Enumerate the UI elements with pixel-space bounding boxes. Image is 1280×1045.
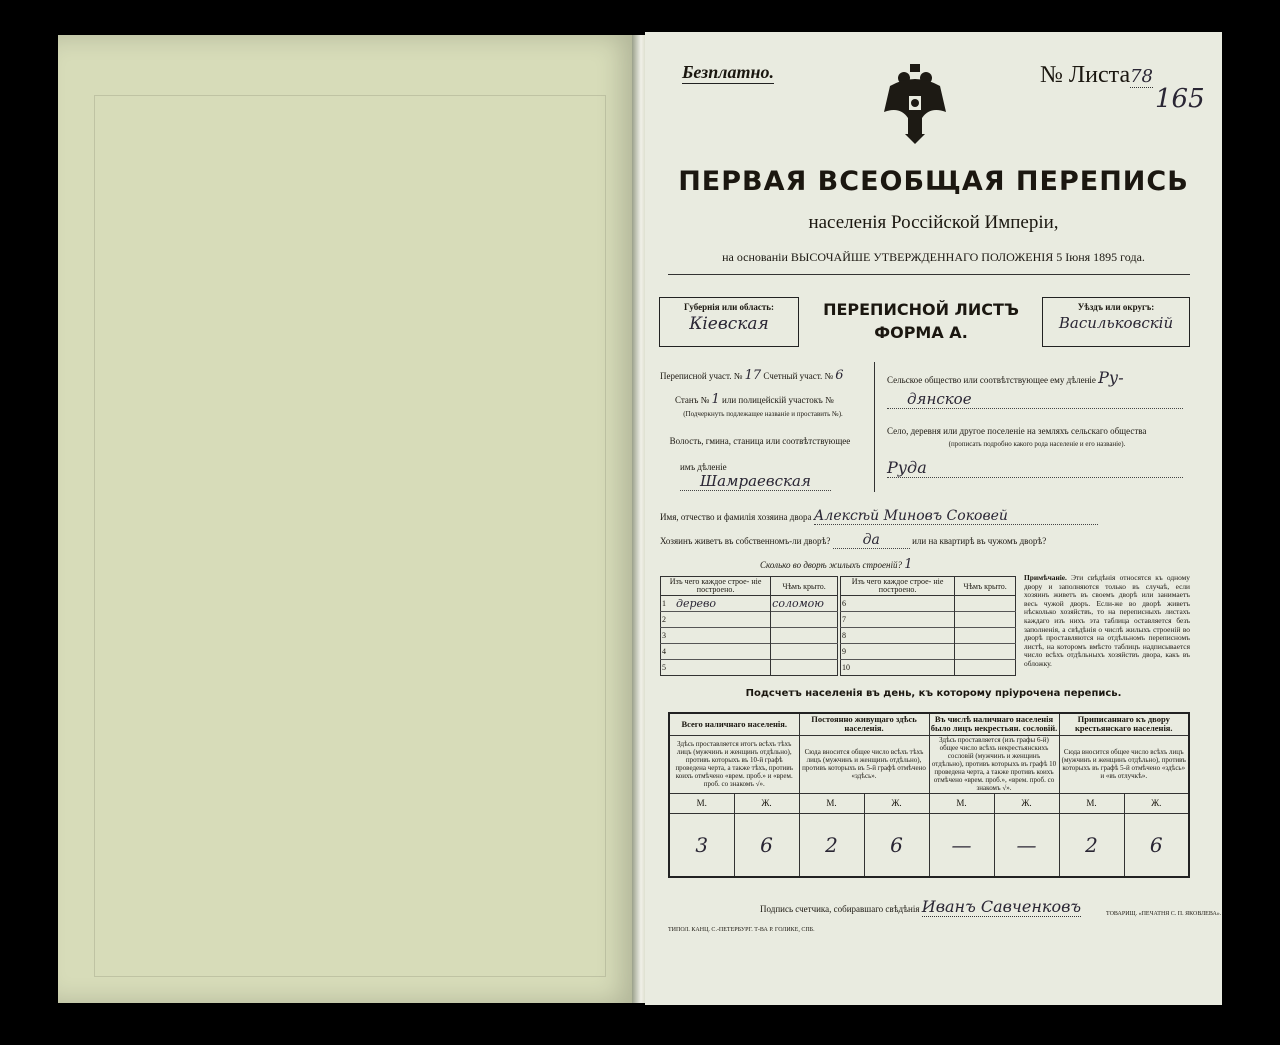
selo-label: Село, деревня или другое поселеніе на земляхъ сельскаго общества <box>887 426 1147 436</box>
footer-left: ТИПОЛ. КАНЦ. С.-ПЕТЕРБУРГ. Т-ВА Р. ГОЛИКЕ, СПБ. <box>668 927 815 933</box>
stan-value: 1 <box>711 392 720 407</box>
population-head-total: Всего наличнаго населенія. <box>669 713 799 735</box>
buildings-label: Сколько во дворѣ жилыхъ строеній? <box>760 560 902 570</box>
obshchestvo-value2: дянское <box>887 390 1183 409</box>
owner-row <box>660 508 1190 524</box>
note-heading: Примѣчаніе. <box>1024 573 1067 582</box>
nonpeasant-female-value: — <box>994 813 1059 877</box>
male-label: М. <box>799 793 864 813</box>
table-row: 2 <box>661 612 838 628</box>
schet-value: 6 <box>835 368 844 383</box>
population-desc-nonpeasant: Здѣсь проставляется (изъ графы 6-й) общее число всѣхъ некрестьянскихъ сословій (мужчинъ и женщинъ отдѣльно), противъ которыхъ въ графѣ 10 проведена черта, а также противъ коихъ отмѣчено «врем. проб.», «врем. проб. со знакомъ √». <box>929 735 1059 793</box>
signature-label: Подпись счетчика, собиравшаго свѣдѣнія <box>760 904 920 914</box>
obshchestvo-value1: Ру- <box>1098 368 1124 387</box>
buildings-row <box>760 557 1060 572</box>
sheet-number: 78 <box>1130 66 1154 87</box>
divider <box>668 274 1190 275</box>
gubernia-label: Губернія или область: <box>683 302 775 312</box>
volost-value: Шамраевская <box>680 472 831 491</box>
uchast-label: Переписной участ. № <box>660 371 743 381</box>
rent-label: или на квартирѣ въ чужомъ дворѣ? <box>912 536 1047 546</box>
nonpeasant-male-value: — <box>929 813 994 877</box>
obshchestvo-row <box>887 368 1187 387</box>
permanent-female-value: 6 <box>864 813 929 877</box>
table-row: 10 <box>841 660 1016 676</box>
gubernia-box <box>659 297 799 347</box>
population-head-nonpeasant: Въ числѣ наличнаго населенія было лицъ некрестьян. сословій. <box>930 714 1058 734</box>
signature-value: Иванъ Савченковъ <box>921 897 1082 916</box>
stan-row <box>675 392 875 407</box>
volost-label2: имъ дѣленіе <box>680 462 727 472</box>
note-text: Эти свѣдѣнія относятся къ одному двору и заполняются только въ случаѣ, если хозяинъ живетъ въ своемъ дворѣ или занимаетъ весь чужой дворъ. Если-же во дворѣ живетъ нѣсколько хозяйствъ, то на переписныхъ листахъ каждаго изъ нихъ эта таблица оставляется безъ заполненія, а свѣдѣнія о числѣ жилыхъ строеній во дворѣ проставляются на отдѣльномъ переписномъ листѣ, на которомъ вмѣсто таблицъ надписывается число всѣхъ отдѣльныхъ хозяйствъ двора, какъ въ обложку. <box>1024 573 1190 668</box>
buildings-value: 1 <box>904 557 913 572</box>
police-note: (Подчеркнуть подлежащее названіе и проставить №). <box>683 410 843 418</box>
table-row: 8 <box>841 628 1016 644</box>
permanent-male-value: 2 <box>799 813 864 877</box>
basis-line: на основаніи ВЫСОЧАЙШЕ УТВЕРЖДЕННАГО ПОЛОЖЕНІЯ 5 Іюня 1895 года. <box>722 250 1145 264</box>
own-yard-label: Хозяинъ живетъ въ собственномъ-ли дворѣ? <box>660 536 831 546</box>
form-title-line2: ФОРМА А. <box>874 323 968 342</box>
owner-label: Имя, отчество и фамилія хозяина двора <box>660 512 812 522</box>
female-label: Ж. <box>734 793 799 813</box>
male-label: М. <box>1059 793 1124 813</box>
population-head-peasant: Приписаннаго къ двору крестьянскаго населенія. <box>1074 714 1173 734</box>
page-subtitle: населенія Россійской Имперіи, <box>808 212 1059 233</box>
uezd-box <box>1042 297 1190 347</box>
buildings-col-roof: Чѣмъ крыто. <box>782 581 826 591</box>
male-label: М. <box>929 793 994 813</box>
gubernia-value: Кіевская <box>689 314 769 334</box>
uezd-label: Уѣздъ или округъ: <box>1077 302 1155 312</box>
population-desc-permanent: Сюда вносится общее число всѣхъ тѣхъ лицъ (мужчинъ и женщинъ отдѣльно), противъ которыхъ въ 5-й графѣ отмѣчено «здѣсь». <box>799 735 929 793</box>
selo-note: (прописать подробно какого рода населеніе и его названіе). <box>948 440 1126 448</box>
signature-row <box>760 897 1081 916</box>
free-label: Безплатно. <box>682 62 774 82</box>
owner-value: Алексѣй Миновъ Соковей <box>814 508 1098 525</box>
police-label: или полицейскій участокъ № <box>722 395 834 405</box>
table-row: 4 <box>661 644 838 660</box>
population-desc-total: Здѣсь проставляется итогъ всѣхъ тѣхъ лицъ (мужчинъ и женщинъ отдѣльно), противъ которыхъ въ 10-й графѣ проведена черта, а также тѣхъ, противъ коихъ отмѣчено «врем. проб.» и «врем. проб. со знакомъ √». <box>669 735 799 793</box>
population-desc-peasant: Сюда вносится общее число всѣхъ лицъ (мужчинъ и женщинъ отдѣльно), противъ которыхъ въ графѣ 5-й отмѣчено «здѣсь» и «въ отлучкѣ». <box>1061 748 1186 780</box>
peasant-male-value: 2 <box>1059 813 1124 877</box>
population-title: Подсчетъ населенія въ день, къ которому пріурочена перепись. <box>745 688 1122 699</box>
female-label: Ж. <box>864 793 929 813</box>
selo-value: Руда <box>887 458 1183 478</box>
note-block <box>1024 574 1190 669</box>
page-title: ПЕРВАЯ ВСЕОБЩАЯ ПЕРЕПИСЬ <box>678 166 1189 197</box>
own-yard-row <box>660 532 1190 548</box>
roof-cell: соломою <box>772 597 824 610</box>
male-label: М. <box>669 793 734 813</box>
obshchestvo-label: Сельское общество или соотвѣтствующее ему дѣленіе <box>887 375 1096 385</box>
sheet-label: № Листа <box>1040 62 1131 88</box>
stan-label: Станъ № <box>675 395 710 405</box>
footer-right: ТОВАРИЩ. «ПЕЧАТНЯ С. П. ЯКОВЛЕВА». <box>1106 911 1222 917</box>
buildings-table-left <box>660 576 838 676</box>
table-row: 5 <box>661 660 838 676</box>
uchast-value: 17 <box>744 368 762 383</box>
volost-label: Волость, гмина, станица или соотвѣтствующее <box>669 436 851 446</box>
buildings-col-material: Изъ чего каждое строе- ніе построено. <box>841 577 955 596</box>
schet-label: Счетный участ. № <box>763 371 834 381</box>
volost-row <box>680 462 870 490</box>
buildings-col-roof: Чѣмъ крыто. <box>963 581 1007 591</box>
buildings-table-right <box>840 576 1016 676</box>
own-yard-value: да <box>833 532 910 549</box>
left-page <box>58 35 640 1003</box>
population-values-row <box>669 813 1189 877</box>
population-head-permanent: Постоянно живущаго здѣсь населенія. <box>799 713 929 735</box>
uezd-value: Васильковскій <box>1058 314 1174 332</box>
sheet-number-label <box>1040 62 1153 89</box>
form-title-line1: ПЕРЕПИСНОЙ ЛИСТЪ <box>823 300 1019 319</box>
table-row: 1 дерево соломою <box>661 596 838 612</box>
buildings-col-material: Изъ чего каждое строе- ніе построено. <box>661 577 771 596</box>
material-cell: дерево <box>675 596 771 612</box>
table-row: 9 <box>841 644 1016 660</box>
column-divider <box>874 362 875 492</box>
total-female-value: 6 <box>734 813 799 877</box>
double-headed-eagle-emblem <box>880 62 950 146</box>
sheet-number-alt: 165 <box>1155 84 1205 114</box>
left-page-frame <box>94 95 606 977</box>
table-row: 3 <box>661 628 838 644</box>
total-male-value: 3 <box>669 813 734 877</box>
peasant-female-value: 6 <box>1149 832 1163 857</box>
form-title <box>806 300 1036 342</box>
uchast-row <box>660 368 868 383</box>
population-table <box>668 712 1190 878</box>
female-label: Ж. <box>994 793 1059 813</box>
female-label: Ж. <box>1151 798 1162 808</box>
table-row: 6 <box>841 596 1016 612</box>
table-row: 7 <box>841 612 1016 628</box>
